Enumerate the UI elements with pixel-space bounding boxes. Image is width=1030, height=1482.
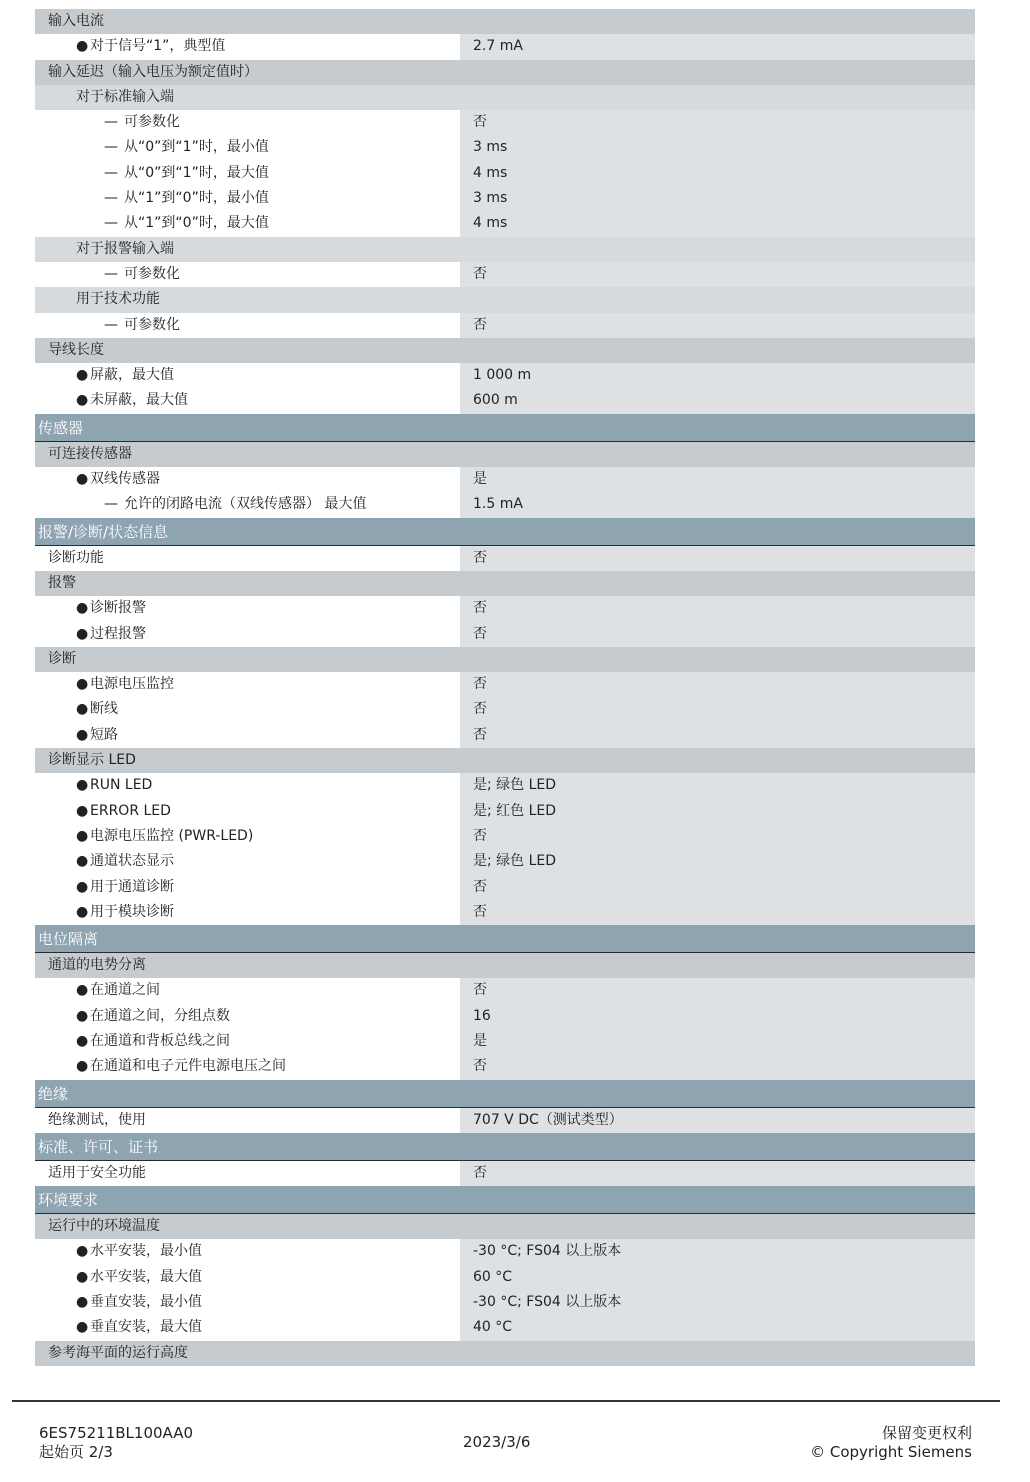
section-header (35, 518, 975, 546)
spec-value (460, 287, 975, 312)
spec-label-text: 在通道和背板总线之间 (90, 1032, 230, 1049)
spec-row (35, 1290, 975, 1315)
section-header (35, 1080, 975, 1108)
spec-label-text: 可参数化 (124, 265, 180, 282)
spec-value: 4 ms (460, 211, 975, 236)
bullet-icon: ● (76, 1032, 89, 1049)
spec-value: 否 (460, 875, 975, 900)
section-title: 绝缘 (38, 1084, 69, 1103)
spec-row (35, 211, 975, 236)
spec-row (35, 546, 975, 571)
spec-label (35, 773, 460, 798)
spec-value: 否 (460, 824, 975, 849)
rights-notice: 保留变更权利 (881, 1424, 972, 1442)
footer-divider (12, 1400, 1000, 1402)
spec-label (35, 363, 460, 388)
spec-label-text: 水平安装，最大值 (90, 1268, 202, 1285)
bullet-icon: ● (76, 802, 89, 819)
group-header-row (35, 571, 975, 596)
spec-label-text: 诊断功能 (48, 549, 104, 566)
spec-label (35, 442, 460, 467)
spec-row (35, 697, 975, 722)
spec-value: 否 (460, 110, 975, 135)
bullet-icon: ● (76, 878, 89, 895)
spec-label-text: 导线长度 (48, 341, 104, 358)
spec-label (35, 647, 460, 672)
spec-value: 否 (460, 900, 975, 925)
spec-label-text: 用于模块诊断 (90, 903, 174, 920)
page-number: 起始页 2/3 (39, 1443, 113, 1461)
spec-label (35, 546, 460, 571)
spec-label (35, 1054, 460, 1079)
spec-value (460, 442, 975, 467)
section-title: 标准、许可、证书 (38, 1137, 159, 1156)
spec-label (35, 672, 460, 697)
spec-label-text: 从“0”到“1”时，最大值 (124, 164, 269, 181)
spec-label (35, 1161, 460, 1186)
spec-label (35, 211, 460, 236)
bullet-icon: ● (76, 471, 89, 488)
dash-icon: — (104, 265, 118, 282)
spec-row (35, 313, 975, 338)
group-header-row (35, 953, 975, 978)
spec-label-text: RUN LED (90, 777, 153, 794)
spec-label-text: 垂直安装，最小值 (90, 1294, 202, 1311)
spec-row (35, 849, 975, 874)
spec-label (35, 467, 460, 492)
spec-row (35, 161, 975, 186)
bullet-icon: ● (76, 903, 89, 920)
spec-label (35, 953, 460, 978)
spec-label (35, 237, 460, 262)
spec-label-text: 电源电压监控 (PWR-LED) (90, 827, 254, 844)
spec-value (460, 1214, 975, 1239)
bullet-icon: ● (76, 38, 89, 55)
spec-label-text: 通道状态显示 (90, 853, 174, 870)
spec-value: -30 °C; FS04 以上版本 (460, 1239, 975, 1264)
spec-label-text: 屏蔽，最大值 (90, 367, 174, 384)
spec-label-text: 输入延迟（输入电压为额定值时） (48, 63, 258, 80)
spec-label (35, 85, 460, 110)
spec-label-text: 运行中的环境温度 (48, 1218, 160, 1235)
spec-label (35, 135, 460, 160)
spec-label-text: 未屏蔽，最大值 (90, 392, 188, 409)
spec-value: 否 (460, 546, 975, 571)
spec-value: 16 (460, 1004, 975, 1029)
spec-label-text: 水平安装，最小值 (90, 1243, 202, 1260)
spec-label (35, 1315, 460, 1340)
dash-icon: — (104, 316, 118, 333)
spec-value: 否 (460, 723, 975, 748)
spec-value: 1.5 mA (460, 492, 975, 517)
section-title: 传感器 (38, 418, 84, 437)
spec-label (35, 824, 460, 849)
spec-label (35, 110, 460, 135)
group-header-row (35, 60, 975, 85)
spec-value (460, 237, 975, 262)
spec-row (35, 262, 975, 287)
spec-label-text: 允许的闭路电流（双线传感器） 最大值 (124, 496, 367, 513)
spec-label-text: 可连接传感器 (48, 445, 132, 462)
group-header-row (35, 338, 975, 363)
spec-label (35, 596, 460, 621)
spec-label (35, 1265, 460, 1290)
spec-row (35, 799, 975, 824)
bullet-icon: ● (76, 701, 89, 718)
spec-value: -30 °C; FS04 以上版本 (460, 1290, 975, 1315)
spec-value (460, 338, 975, 363)
spec-label-text: 适用于安全功能 (48, 1164, 146, 1181)
spec-row (35, 1029, 975, 1054)
spec-row (35, 186, 975, 211)
bullet-icon: ● (76, 1007, 89, 1024)
spec-label-text: 电源电压监控 (90, 676, 174, 693)
spec-value: 否 (460, 697, 975, 722)
spec-value (460, 647, 975, 672)
section-header (35, 1133, 975, 1161)
group-header-row (35, 237, 975, 262)
footer-date: 2023/3/6 (463, 1433, 531, 1451)
spec-value: 60 °C (460, 1265, 975, 1290)
spec-value: 否 (460, 313, 975, 338)
group-header-row (35, 647, 975, 672)
spec-label-text: 通道的电势分离 (48, 957, 146, 974)
spec-row (35, 1108, 975, 1133)
spec-label-text: 可参数化 (124, 316, 180, 333)
spec-label (35, 287, 460, 312)
group-header-row (35, 748, 975, 773)
dash-icon: — (104, 139, 118, 156)
dash-icon: — (104, 164, 118, 181)
spec-value (460, 953, 975, 978)
spec-label (35, 1239, 460, 1264)
spec-row (35, 596, 975, 621)
section-title: 环境要求 (38, 1191, 99, 1210)
spec-value (460, 85, 975, 110)
footer-left (39, 1424, 193, 1462)
spec-value: 3 ms (460, 135, 975, 160)
spec-label (35, 697, 460, 722)
spec-label-text: 断线 (90, 701, 118, 718)
bullet-icon: ● (76, 1319, 89, 1336)
spec-label-text: 用于技术功能 (76, 291, 160, 308)
spec-row (35, 34, 975, 59)
spec-value: 是; 红色 LED (460, 799, 975, 824)
dash-icon: — (104, 496, 118, 513)
spec-row (35, 875, 975, 900)
spec-table (35, 9, 975, 1366)
spec-label (35, 799, 460, 824)
spec-row (35, 110, 975, 135)
spec-label (35, 1290, 460, 1315)
section-header (35, 1186, 975, 1214)
spec-label (35, 338, 460, 363)
bullet-icon: ● (76, 392, 89, 409)
group-header-row (35, 287, 975, 312)
spec-label-text: 用于通道诊断 (90, 878, 174, 895)
spec-row (35, 622, 975, 647)
spec-row (35, 1054, 975, 1079)
spec-value: 否 (460, 262, 975, 287)
spec-row (35, 135, 975, 160)
spec-row (35, 773, 975, 798)
spec-value (460, 571, 975, 596)
bullet-icon: ● (76, 777, 89, 794)
spec-label (35, 571, 460, 596)
group-header-row (35, 85, 975, 110)
group-header-row (35, 9, 975, 34)
spec-value: 否 (460, 1054, 975, 1079)
spec-row (35, 1004, 975, 1029)
spec-value: 否 (460, 622, 975, 647)
spec-value: 否 (460, 1161, 975, 1186)
spec-row (35, 978, 975, 1003)
spec-value: 否 (460, 672, 975, 697)
spec-row (35, 467, 975, 492)
spec-label (35, 388, 460, 413)
spec-label-text: 诊断报警 (90, 600, 146, 617)
spec-row (35, 723, 975, 748)
spec-value: 600 m (460, 388, 975, 413)
spec-label (35, 313, 460, 338)
spec-label (35, 262, 460, 287)
spec-label-text: 绝缘测试，使用 (48, 1111, 146, 1128)
spec-label (35, 1004, 460, 1029)
bullet-icon: ● (76, 625, 89, 642)
dash-icon: — (104, 114, 118, 131)
bullet-icon: ● (76, 1243, 89, 1260)
spec-label (35, 1214, 460, 1239)
footer-right (810, 1424, 972, 1462)
spec-label-text: 从“1”到“0”时，最大值 (124, 215, 269, 232)
bullet-icon: ● (76, 1294, 89, 1311)
spec-value (460, 1341, 975, 1366)
group-header-row (35, 442, 975, 467)
spec-label (35, 900, 460, 925)
bullet-icon: ● (76, 367, 89, 384)
spec-label-text: 报警 (48, 574, 76, 591)
group-header-row (35, 1214, 975, 1239)
spec-value: 是 (460, 1029, 975, 1054)
spec-label-text: 在通道之间，分组点数 (90, 1007, 230, 1024)
spec-label (35, 161, 460, 186)
spec-value: 4 ms (460, 161, 975, 186)
bullet-icon: ● (76, 982, 89, 999)
spec-label-text: 可参数化 (124, 114, 180, 131)
spec-value (460, 9, 975, 34)
spec-value: 是; 绿色 LED (460, 849, 975, 874)
dash-icon: — (104, 215, 118, 232)
article-number: 6ES75211BL100AA0 (39, 1424, 194, 1442)
spec-row (35, 824, 975, 849)
spec-value (460, 60, 975, 85)
spec-label (35, 978, 460, 1003)
spec-label (35, 186, 460, 211)
spec-label (35, 492, 460, 517)
spec-label (35, 723, 460, 748)
spec-label (35, 60, 460, 85)
spec-label (35, 1108, 460, 1133)
bullet-icon: ● (76, 676, 89, 693)
spec-label-text: 对于标准输入端 (76, 88, 174, 105)
spec-label (35, 849, 460, 874)
spec-label-text: 诊断 (48, 650, 76, 667)
bullet-icon: ● (76, 600, 89, 617)
spec-value: 否 (460, 596, 975, 621)
spec-label-text: 从“1”到“0”时，最小值 (124, 190, 269, 207)
bullet-icon: ● (76, 853, 89, 870)
bullet-icon: ● (76, 827, 89, 844)
spec-value (460, 748, 975, 773)
group-header-row (35, 1341, 975, 1366)
section-title: 报警/诊断/状态信息 (38, 522, 169, 541)
spec-value: 2.7 mA (460, 34, 975, 59)
bullet-icon: ● (76, 726, 89, 743)
spec-label-text: 诊断显示 LED (48, 752, 136, 769)
spec-value: 是 (460, 467, 975, 492)
spec-row (35, 1265, 975, 1290)
spec-value: 40 °C (460, 1315, 975, 1340)
bullet-icon: ● (76, 1058, 89, 1075)
spec-label-text: 对于报警输入端 (76, 240, 174, 257)
spec-row (35, 1239, 975, 1264)
spec-label-text: 垂直安装，最大值 (90, 1319, 202, 1336)
spec-label-text: 过程报警 (90, 625, 146, 642)
spec-label-text: 输入电流 (48, 13, 104, 29)
spec-label-text: 在通道之间 (90, 982, 160, 999)
spec-label-text: 双线传感器 (90, 471, 160, 488)
spec-label-text: 从“0”到“1”时，最小值 (124, 139, 269, 156)
spec-label (35, 875, 460, 900)
spec-row (35, 1161, 975, 1186)
spec-label-text: 参考海平面的运行高度 (48, 1344, 188, 1361)
bullet-icon: ● (76, 1268, 89, 1285)
spec-label (35, 748, 460, 773)
spec-row (35, 388, 975, 413)
spec-row (35, 1315, 975, 1340)
spec-label (35, 34, 460, 59)
spec-label-text: 短路 (90, 726, 118, 743)
spec-row (35, 363, 975, 388)
section-header (35, 925, 975, 953)
spec-label-text: 在通道和电子元件电源电压之间 (90, 1058, 286, 1075)
spec-value: 3 ms (460, 186, 975, 211)
spec-label (35, 9, 460, 34)
spec-row (35, 672, 975, 697)
section-title: 电位隔离 (38, 930, 99, 949)
spec-label-text: ERROR LED (90, 802, 171, 819)
spec-label-text: 对于信号“1”，典型值 (90, 38, 226, 55)
spec-label (35, 1341, 460, 1366)
spec-row (35, 900, 975, 925)
spec-label (35, 622, 460, 647)
spec-label (35, 1029, 460, 1054)
copyright-notice: © Copyright Siemens (810, 1443, 972, 1461)
section-header (35, 414, 975, 442)
spec-value: 否 (460, 978, 975, 1003)
dash-icon: — (104, 190, 118, 207)
spec-value: 是; 绿色 LED (460, 773, 975, 798)
spec-value: 1 000 m (460, 363, 975, 388)
spec-value: 707 V DC（测试类型） (460, 1108, 975, 1133)
spec-row (35, 492, 975, 517)
